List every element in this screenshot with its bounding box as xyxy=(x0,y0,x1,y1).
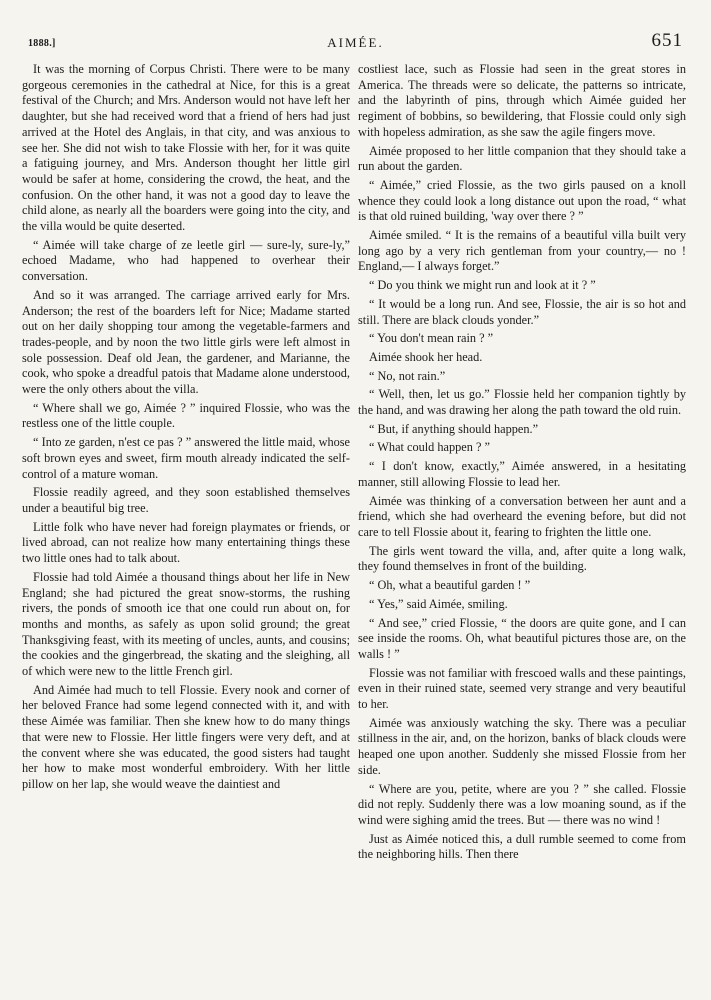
paragraph: “ Into ze garden, n'est ce pas ? ” answered the little maid, whose soft brown eyes and sweet, firm mouth already indicated the self-control of a mature woman. xyxy=(22,435,350,481)
paragraph: Just as Aimée noticed this, a dull rumble seemed to come from the neighboring hills. Then there xyxy=(358,831,686,862)
paragraph: Aimée shook her head. xyxy=(369,349,483,364)
paragraph: Aimée was thinking of a conversation between her aunt and a friend, which she had overheard the evening before, but did not care to tell Flossie about it, fearing to frighten the little one. xyxy=(358,493,686,539)
paragraph: “ What could happen ? ” xyxy=(369,440,490,455)
paragraph: Little folk who have never had foreign playmates or friends, or lived abroad, can not realize how many entertaining things these two little ones had to talk about. xyxy=(22,519,350,566)
paragraph: “ But, if anything should happen.” xyxy=(369,421,539,436)
paragraph: Aimée was anxiously watching the sky. There was a peculiar stillness in the air, and, on the horizon, banks of black clouds were heaped one upon another. Suddenly she missed Flossie from her side. xyxy=(358,715,686,777)
paragraph: “ Aimée will take charge of ze leetle girl — sure-ly, sure-ly,” echoed Madame, who had happened to overhear their conversation. xyxy=(22,237,350,284)
running-title: AIMÉE. xyxy=(327,35,384,50)
paragraph: Aimée smiled. “ It is the remains of a beautiful villa built very long ago by a very rich gentleman from your country,— no ! England,— I always forget.” xyxy=(358,228,686,274)
paragraph: And so it was arranged. The carriage arrived early for Mrs. Anderson; the rest of the boarders left for Nice; Madame started out on her daily shopping tour among the vegetable-farmers and trades-people, and by noon the two little girls were left almost in sole possession. Deaf old Jean, the gardener, and Marianne, the cook, who spoke a dreadful patois that Madame alone understood, were the only others about the villa. xyxy=(22,287,350,397)
paragraph: It was the morning of Corpus Christi. There were to be many gorgeous ceremonies in the cathedral at Nice, for this is a great festival of the Church; and Mrs. Anderson would not have left her daughter, but she had received word that a friend of hers had just arrived at the Hotel des Anglais, in that city, and was anxious to see her. She did not wish to take Flossie with her, for it was quite a fatiguing journey, and Mrs. Anderson thought her little girl would be safer at home, considering the crowd, the heat, and the confusion. On the other hand, it was not a good day to leave the child alone, as nearly all the boarders were going into the city, and the villa would be quite deserted. xyxy=(22,62,350,234)
paragraph: “ You don't mean rain ? ” xyxy=(369,331,494,346)
paragraph: “ Aimée,” cried Flossie, as the two girls paused on a knoll whence they could look a long distance out upon the road, “ what is that old ruined building, 'way over there ? ” xyxy=(358,177,686,224)
paragraph: Flossie readily agreed, and they soon established themselves under a beautiful big tree. xyxy=(22,485,350,515)
paragraph: Flossie was not familiar with frescoed walls and these paintings, even in their ruined state, seemed very strange and very beautiful to her. xyxy=(358,665,686,712)
paragraph: “ No, not rain.” xyxy=(369,368,446,383)
paragraph: “ And see,” cried Flossie, “ the doors are quite gone, and I can see inside the rooms. Oh, what beautiful pictures those are, on the walls ! ” xyxy=(358,615,686,661)
paragraph: “ Yes,” said Aimée, smiling. xyxy=(369,596,508,611)
paragraph: “ Oh, what a beautiful garden ! ” xyxy=(369,578,531,593)
paragraph: “ It would be a long run. And see, Flossie, the air is so hot and still. There are black clouds yonder.” xyxy=(358,296,686,327)
paragraph: “ Well, then, let us go.” Flossie held her companion tightly by the hand, and was drawing her along the path toward the old ruin. xyxy=(358,387,686,418)
paragraph: Aimée proposed to her little companion that they should take a run about the garden. xyxy=(358,143,686,174)
left-column xyxy=(22,62,350,796)
header-year: 1888.] xyxy=(28,38,56,49)
paragraph: “ Where are you, petite, where are you ? ” she called. Flossie did not reply. Suddenly there was a low moaning sound, as if the wind were sighing amid the trees. But — there was no wind ! xyxy=(358,781,686,827)
page-number: 651 xyxy=(651,30,683,51)
right-column xyxy=(358,62,686,866)
page-header xyxy=(24,30,687,56)
paragraph: “ Where shall we go, Aimée ? ” inquired Flossie, who was the restless one of the little couple. xyxy=(22,400,350,431)
paragraph: And Aimée had much to tell Flossie. Every nook and corner of her beloved France had some legend connected with it, and with these Aimée was familiar. Then she knew how to do many things that were new to Flossie. Her little fingers were very deft, and at the convent where she was educated, the good sisters had taught her how to make most wonderful embroidery. With her little pillow on her lap, she would weave the daintiest and xyxy=(22,682,350,791)
paragraph: “ I don't know, exactly,” Aimée answered, in a hesitating manner, still allowing Flossie to lead her. xyxy=(358,459,686,489)
paragraph-continued: costliest lace, such as Flossie had seen in the great stores in America. The threads were so delicate, the patterns so intricate, and the labyrinth of pins, through which Aimée guided her regiment of bobbins, so bewildering, that Flossie could only sigh with hopeless admiration, as she saw the agile fingers move. xyxy=(358,62,686,139)
paragraph: The girls went toward the villa, and, after quite a long walk, they found themselves in front of the building. xyxy=(358,543,686,574)
paragraph: Flossie had told Aimée a thousand things about her life in New England; she had pictured the great snow-storms, the rushing rivers, the ponds of smooth ice that one could run about on, for months and months, as safely as upon solid ground; the great Thanksgiving feast, with its meeting of uncles, aunts, and cousins; the cookies and the gingerbread, the skating and the sleighing, all of which were new to the little French girl. xyxy=(22,569,350,679)
paragraph: “ Do you think we might run and look at it ? ” xyxy=(369,278,596,293)
